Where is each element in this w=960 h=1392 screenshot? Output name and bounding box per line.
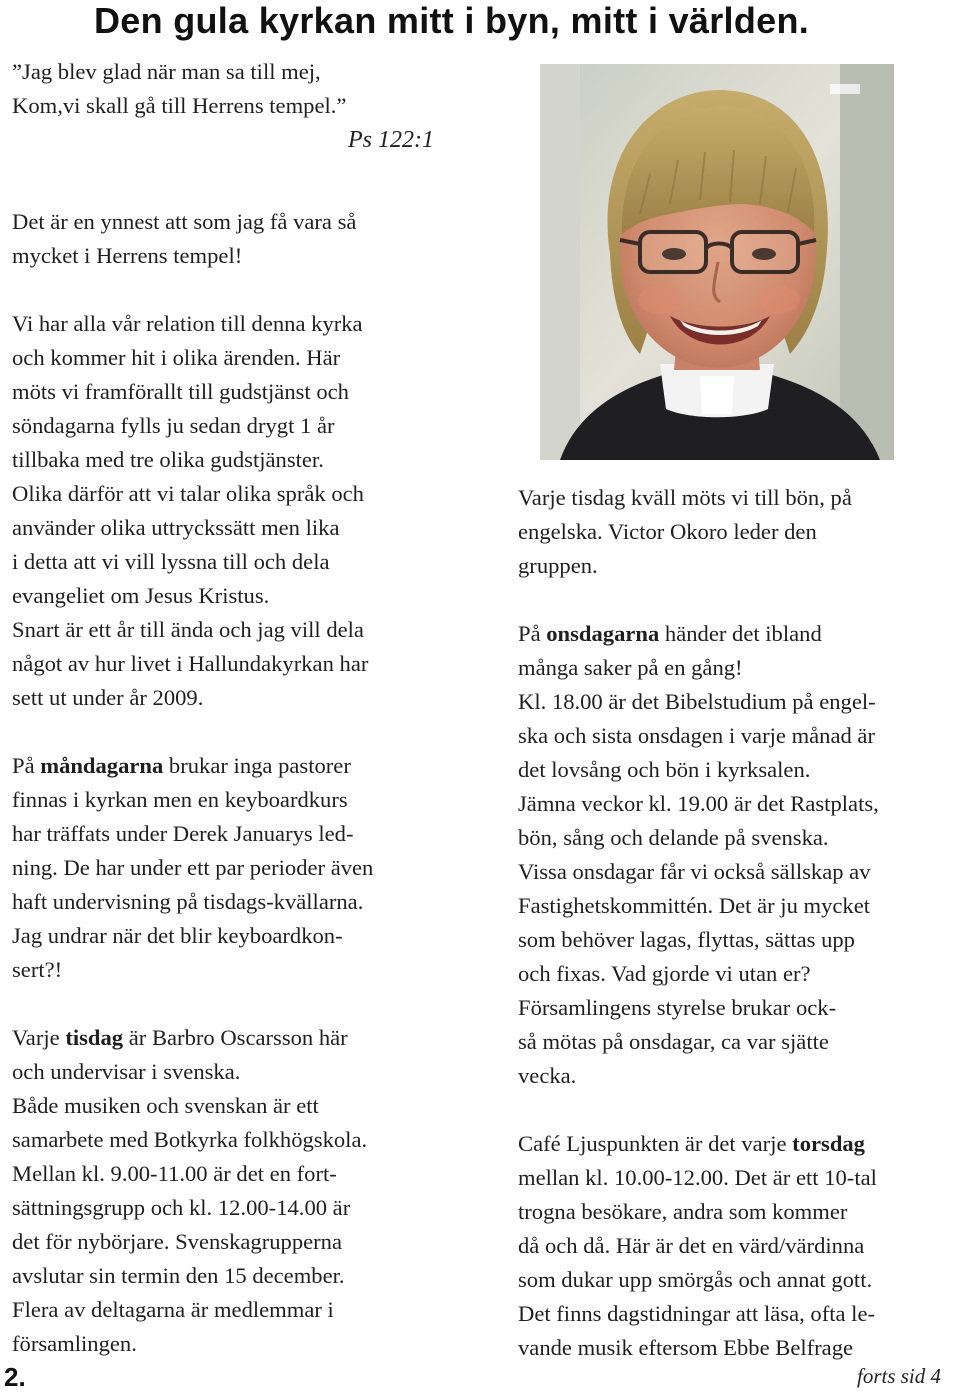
paragraph-line: Mellan kl. 9.00-11.00 är det en fort- [12, 1161, 337, 1186]
paragraph-line: som dukar upp smörgås och annat gott. [518, 1267, 873, 1292]
paragraph-line: så mötas på onsdagar, ca var sjätte [518, 1029, 829, 1054]
paragraph-line: och kommer hit i olika ärenden. Här [12, 345, 341, 370]
paragraph-line: Fastighetskommittén. Det är ju mycket [518, 893, 871, 918]
day-highlight: tisdag [65, 1025, 124, 1050]
paragraph-line: Varje tisdag kväll möts vi till bön, på [518, 485, 852, 510]
paragraph-line: och undervisar i svenska. [12, 1059, 241, 1084]
paragraph-line: mellan kl. 10.00-12.00. Det är ett 10-tal [518, 1165, 877, 1190]
paragraph-line: Vi har alla vår relation till denna kyrka [12, 311, 363, 336]
continued-note: forts sid 4 [857, 1364, 942, 1388]
paragraph-line: Vissa onsdagar får vi också sällskap av [518, 859, 871, 884]
paragraph-line: använder olika uttryckssätt men lika [12, 515, 340, 540]
paragraph-line [518, 618, 822, 650]
quote-reference: Ps 122:1 [348, 127, 434, 153]
paragraph-line: vande musik eftersom Ebbe Belfrage [518, 1335, 854, 1360]
quote-line: Kom,vi skall gå till Herrens tempel.” [12, 93, 347, 118]
day-highlight: torsdag [792, 1131, 865, 1156]
text-run: Café Ljuspunkten är det varje [518, 1131, 793, 1156]
paragraph-line: det för nybörjare. Svenskagrupperna [12, 1229, 343, 1254]
paragraph-line: Jag undrar när det blir keyboardkon- [12, 923, 343, 948]
paragraph-line: Det finns dagstidningar att läsa, ofta le- [518, 1301, 875, 1326]
paragraph-line: sättningsgrupp och kl. 12.00-14.00 är [12, 1195, 351, 1220]
day-highlight: måndagarna [40, 753, 164, 778]
paragraph-line: gruppen. [518, 553, 598, 578]
paragraph-line: evangeliet om Jesus Kristus. [12, 583, 270, 608]
paragraph-line: sert?! [12, 957, 63, 982]
paragraph-line: finnas i kyrkan men en keyboardkurs [12, 787, 348, 812]
paragraph-line: något av hur livet i Hallundakyrkan har [12, 651, 369, 676]
paragraph-line: trogna besökare, andra som kommer [518, 1199, 848, 1224]
headline: Den gula kyrkan mitt i byn, mitt i världen. [94, 0, 810, 41]
paragraph-line: och fixas. Vad gjorde vi utan er? [518, 961, 811, 986]
page-number: 2. [4, 1362, 26, 1392]
paragraph-line: haft undervisning på tisdags-kvällarna. [12, 889, 364, 914]
paragraph-line: samarbete med Botkyrka folkhögskola. [12, 1127, 368, 1152]
paragraph-line: Församlingens styrelse brukar ock- [518, 995, 837, 1020]
paragraph-line: tillbaka med tre olika gudstjänster. [12, 447, 324, 472]
paragraph-line: avslutar sin termin den 15 december. [12, 1263, 345, 1288]
paragraph-line: Olika därför att vi talar olika språk och [12, 481, 364, 506]
text-run: På [518, 621, 547, 646]
text-run: händer det ibland [659, 621, 822, 646]
paragraph-line: Både musiken och svenskan är ett [12, 1093, 319, 1118]
paragraph-line: ska och sista onsdagen i varje månad är [518, 723, 875, 748]
paragraph-line [12, 750, 351, 782]
pastor-portrait-photo [540, 64, 894, 460]
paragraph-line: många saker på en gång! [518, 655, 743, 680]
paragraph-line: Snart är ett år till ända och jag vill dela [12, 617, 364, 642]
paragraph-line: sett ut under år 2009. [12, 685, 204, 710]
paragraph-line: Flera av deltagarna är medlemmar i [12, 1297, 334, 1322]
paragraph-line: Jämna veckor kl. 19.00 är det Rastplats, [518, 791, 879, 816]
paragraph-line: Kl. 18.00 är det Bibelstudium på engel- [518, 689, 876, 714]
paragraph-line [518, 1128, 865, 1160]
paragraph-line: ning. De har under ett par perioder även [12, 855, 374, 880]
paragraph-line: församlingen. [12, 1331, 137, 1356]
paragraph-line: då och då. Här är det en värd/värdinna [518, 1233, 865, 1258]
paragraph-line: bön, sång och delande på svenska. [518, 825, 829, 850]
paragraph-line: det lovsång och bön i kyrksalen. [518, 757, 811, 782]
paragraph-line [12, 1022, 348, 1054]
paragraph-line: möts vi framförallt till gudstjänst och [12, 379, 349, 404]
quote-line: ”Jag blev glad när man sa till mej, [12, 59, 321, 84]
paragraph-line: vecka. [518, 1063, 577, 1088]
paragraph-line: i detta att vi vill lyssna till och dela [12, 549, 330, 574]
text-run: är Barbro Oscarsson här [123, 1025, 348, 1050]
paragraph-line: mycket i Herrens tempel! [12, 243, 243, 268]
paragraph-line: engelska. Victor Okoro leder den [518, 519, 817, 544]
paragraph-line: söndagarna fylls ju sedan drygt 1 år [12, 413, 335, 438]
text-run: brukar inga pastorer [163, 753, 351, 778]
day-highlight: onsdagarna [546, 621, 660, 646]
paragraph-line: Det är en ynnest att som jag få vara så [12, 209, 357, 234]
text-run: På [12, 753, 41, 778]
paragraph-line: har träffats under Derek Januarys led- [12, 821, 354, 846]
paragraph-line: som behöver lagas, flyttas, sättas upp [518, 927, 855, 952]
text-run: Varje [12, 1025, 66, 1050]
